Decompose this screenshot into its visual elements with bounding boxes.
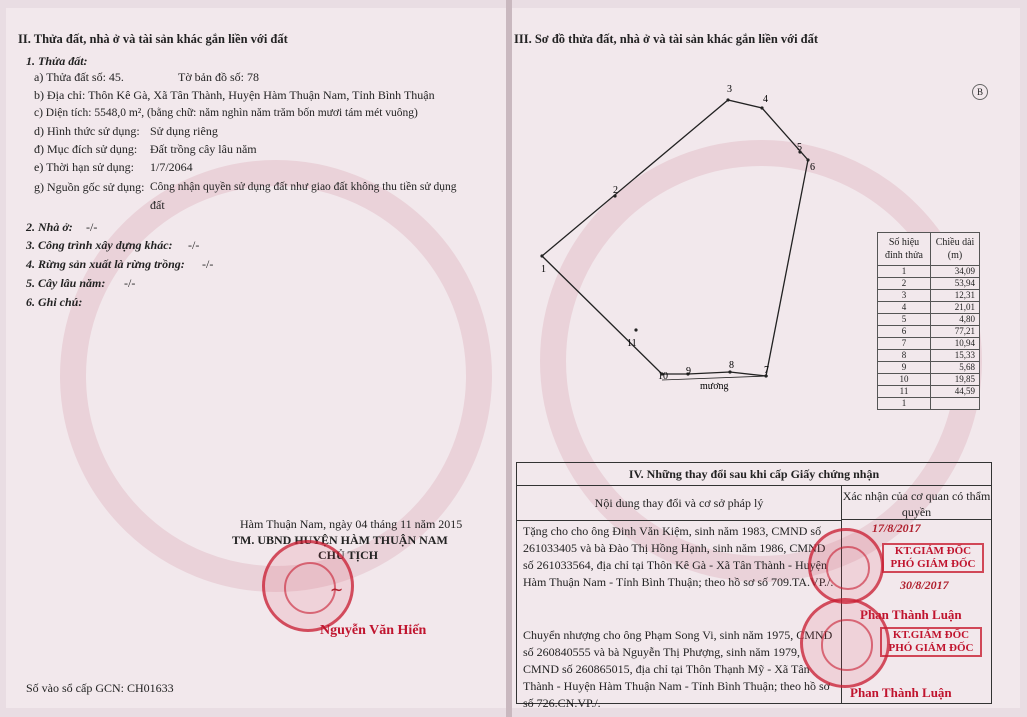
length-cell: 5,68 — [931, 362, 980, 374]
length-cell — [931, 398, 980, 410]
table-row — [878, 362, 980, 374]
usage-form-value: Sử dụng riêng — [150, 124, 218, 138]
point-9: 9 — [686, 366, 691, 377]
table-row — [878, 386, 980, 398]
length-cell: 21,01 — [931, 302, 980, 314]
vertex-cell: 1 — [878, 398, 931, 410]
confirm1-role2: PHÓ GIÁM ĐỐC — [890, 558, 976, 570]
point-4: 4 — [763, 94, 768, 105]
house-value: -/- — [86, 220, 98, 234]
usage-term-value: 1/7/2064 — [150, 160, 193, 174]
table-row — [878, 326, 980, 338]
usage-term-label: e) Thời hạn sử dụng: — [34, 160, 134, 174]
point-10: 10 — [658, 371, 668, 382]
official-seal-right-2 — [800, 598, 890, 688]
signer-name: Nguyễn Văn Hiến — [320, 623, 427, 638]
length-cell: 77,21 — [931, 326, 980, 338]
edge-length-table — [877, 232, 980, 410]
table-row — [878, 278, 980, 290]
section-ii-title: II. Thửa đất, nhà ở và tài sản khác gắn liền với đất — [18, 32, 288, 46]
origin-value-2: đất — [150, 198, 165, 212]
table-row — [878, 374, 980, 386]
area: c) Diện tích: 5548,0 m², (bằng chữ: năm nghìn năm trăm bốn mươi tám mét vuông) — [34, 107, 418, 119]
page-mark-icon: B — [972, 84, 988, 100]
vertex-cell: 7 — [878, 338, 931, 350]
table-row — [878, 350, 980, 362]
point-2: 2 — [613, 185, 618, 196]
perennial-heading: 5. Cây lâu năm: — [26, 276, 106, 290]
confirm1-date2: 30/8/2017 — [900, 578, 949, 592]
signature-mark: ∼ — [330, 582, 344, 599]
point-3: 3 — [727, 84, 732, 95]
col-content-header: Nội dung thay đổi và cơ sở pháp lý — [517, 486, 842, 521]
table-row — [878, 302, 980, 314]
vertex-cell: 9 — [878, 362, 931, 374]
vertex-cell: 2 — [878, 278, 931, 290]
confirm2-role2: PHÓ GIÁM ĐỐC — [888, 642, 974, 654]
notes-heading: 6. Ghi chú: — [26, 295, 83, 309]
other-construction-value: -/- — [188, 238, 200, 252]
confirm2-signer: Phan Thành Luận — [850, 685, 952, 700]
length-cell: 4,80 — [931, 314, 980, 326]
length-cell: 44,59 — [931, 386, 980, 398]
length-cell: 15,33 — [931, 350, 980, 362]
issuer: TM. UBND HUYỆN HÀM THUẬN NAM — [232, 533, 448, 547]
confirm1-role1: KT.GIÁM ĐỐC — [894, 545, 972, 557]
table-row — [878, 290, 980, 302]
confirm1-date: 17/8/2017 — [872, 521, 921, 535]
vertex-cell: 4 — [878, 302, 931, 314]
point-11: 11 — [627, 338, 637, 349]
point-6: 6 — [810, 162, 815, 173]
confirm2-role1: KT.GIÁM ĐỐC — [892, 629, 970, 641]
length-cell: 34,09 — [931, 266, 980, 278]
issuer-role: CHỦ TỊCH — [318, 548, 379, 562]
point-1: 1 — [541, 264, 546, 275]
canal-label: mương — [700, 381, 729, 392]
point-7: 7 — [764, 365, 769, 376]
forest-heading: 4. Rừng sản xuất là rừng trồng: — [26, 257, 185, 271]
length-cell: 12,31 — [931, 290, 980, 302]
confirm1-signer: Phan Thành Luận — [860, 607, 962, 622]
vertex-cell: 11 — [878, 386, 931, 398]
table-row — [878, 314, 980, 326]
col-confirm-header: Xác nhận của cơ quan có thẩm quyền — [842, 486, 991, 520]
land-heading: 1. Thửa đất: — [26, 54, 88, 68]
length-cell: 19,85 — [931, 374, 980, 386]
vertex-cell: 8 — [878, 350, 931, 362]
usage-purpose-label: đ) Mục đích sử dụng: — [34, 142, 138, 156]
table-row — [878, 398, 980, 410]
parcel-map — [530, 80, 850, 400]
vertex-cell: 1 — [878, 266, 931, 278]
confirm1-role-stamp — [882, 543, 984, 573]
forest-value: -/- — [202, 257, 214, 271]
vertex-cell: 10 — [878, 374, 931, 386]
official-seal-right-1 — [808, 528, 884, 604]
table-header-length: Chiều dài (m) — [931, 233, 980, 266]
canal-line — [662, 376, 768, 380]
vertex-cell: 3 — [878, 290, 931, 302]
point-5: 5 — [797, 142, 802, 153]
length-cell: 53,94 — [931, 278, 980, 290]
map-sheet-number: Tờ bản đồ số: 78 — [178, 70, 260, 84]
origin-value-1: Công nhận quyền sử dụng đất như giao đất không thu tiền sử dụng — [150, 181, 457, 193]
change-entry-2: Chuyển nhượng cho ông Phạm Song Vi, sinh năm 1975, CMND số 260840555 và bà Nguyễn Thị Phượng, sinh năm 1979, CMND số 260865015, địa chỉ tại Thôn Thạnh Mỹ - Xã Tân Thành - Huyện Hàm Thuận Nam - Tỉnh Bình Thuận; theo hồ sơ số 726.CN.VP./. — [523, 628, 833, 710]
origin-label: g) Nguồn gốc sử dụng: — [34, 180, 145, 194]
vertex-cell: 5 — [878, 314, 931, 326]
other-construction-heading: 3. Công trình xây dựng khác: — [26, 238, 173, 252]
usage-form-label: d) Hình thức sử dụng: — [34, 124, 140, 138]
length-cell: 10,94 — [931, 338, 980, 350]
section-iii-title: III. Sơ đồ thửa đất, nhà ở và tài sản khác gắn liền với đất — [514, 32, 819, 46]
table-header-vertex: Số hiệu đỉnh thửa — [878, 233, 931, 266]
change-entry-1: Tặng cho cho ông Đinh Văn Kiệm, sinh năm 1983, CMND số 261033405 và bà Đào Thị Hồng Hạnh, sinh năm 1986, CMND số 261033564, địa chỉ tại Thôn Kê Gà - Xã Tân Thành - Huyện Hàm Thuận Nam - Tỉnh Bình Thuận; theo hồ sơ số 709.TA.VP./. — [523, 524, 834, 589]
book-spine — [506, 0, 512, 717]
confirm2-role-stamp — [880, 627, 982, 657]
usage-purpose-value: Đất trồng cây lâu năm — [150, 142, 257, 156]
vertex-cell: 6 — [878, 326, 931, 338]
certificate-register-number: Số vào sổ cấp GCN: CH01633 — [26, 681, 174, 695]
parcel-number: a) Thửa đất số: 45. — [34, 70, 124, 84]
house-heading: 2. Nhà ở: — [26, 220, 73, 234]
perennial-value: -/- — [124, 276, 136, 290]
changes-title: IV. Những thay đổi sau khi cấp Giấy chứng nhận — [517, 463, 991, 486]
table-row — [878, 266, 980, 278]
point-8: 8 — [729, 360, 734, 371]
address: b) Địa chỉ: Thôn Kê Gà, Xã Tân Thành, Huyện Hàm Thuận Nam, Tỉnh Bình Thuận — [34, 88, 435, 102]
table-row — [878, 338, 980, 350]
issue-date-line: Hàm Thuận Nam, ngày 04 tháng 11 năm 2015 — [240, 517, 463, 531]
